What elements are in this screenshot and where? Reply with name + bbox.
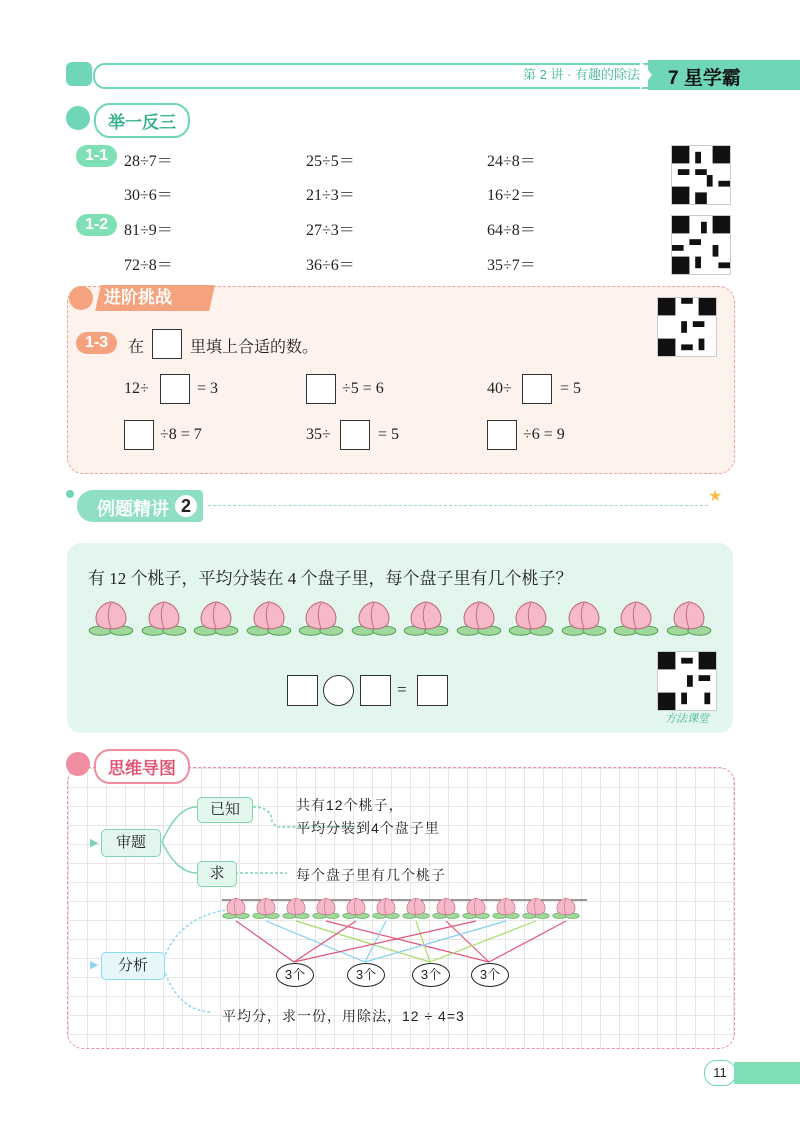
small-peach-icon: [462, 896, 490, 925]
known-text-2: 平均分装到4个盘子里: [296, 820, 440, 836]
blank-square[interactable]: [417, 675, 448, 706]
group-oval: 3个: [471, 963, 509, 987]
equation: 24÷8＝: [487, 153, 536, 170]
star-icon: ★: [708, 488, 723, 505]
lesson-title: 第 2 讲 · 有趣的除法: [522, 67, 640, 82]
equation: 72÷8＝: [124, 257, 173, 274]
answer-box[interactable]: [306, 374, 336, 404]
conclusion-text: 平均分，求一份，用除法，12 ÷ 4=3: [222, 1008, 465, 1024]
qr-code-icon[interactable]: [671, 215, 731, 275]
challenge-title-label: 进阶挑战: [104, 288, 172, 307]
known-text-1: 共有12个桃子，: [296, 797, 404, 813]
equation: 81÷9＝: [124, 222, 173, 239]
peach-icon: [456, 598, 502, 643]
title-dash-line: [208, 505, 708, 506]
equation: 64÷8＝: [487, 222, 536, 239]
prompt-before: 在: [128, 339, 145, 356]
small-peach-row: [222, 896, 592, 922]
equals-sign: =: [397, 680, 407, 699]
item-prefix: 40÷: [487, 380, 512, 397]
equation: 28÷7＝: [124, 153, 173, 170]
qr-caption: 方法课堂: [665, 713, 709, 725]
example-title-label: 例题精讲: [97, 499, 169, 519]
small-peach-icon: [432, 896, 460, 925]
equation: 30÷6＝: [124, 187, 173, 204]
item-prefix: 35÷: [306, 426, 331, 443]
item-suffix: = 3: [197, 380, 219, 397]
mapping-arrow: [236, 921, 294, 962]
equation: 21÷3＝: [306, 187, 355, 204]
brand-chevron: [640, 60, 652, 90]
equation: 36÷6＝: [306, 257, 355, 274]
small-peach-icon: [252, 896, 280, 925]
peach-icon: [403, 598, 449, 643]
tag-1-3: 1-3: [76, 332, 117, 354]
practice-title: 举一反三: [94, 103, 190, 138]
item-suffix: ÷6 = 9: [523, 426, 565, 443]
blank-square[interactable]: [360, 675, 391, 706]
item-suffix: ÷5 = 6: [342, 380, 384, 397]
peach-icon: [141, 598, 187, 643]
item-suffix: = 5: [560, 380, 582, 397]
pencil-icon: [66, 106, 90, 130]
item-suffix: = 5: [378, 426, 400, 443]
example-title: [77, 490, 203, 522]
qr-code-icon[interactable]: [657, 297, 717, 357]
dot-deco: [66, 490, 74, 498]
example-number: 2: [175, 495, 197, 517]
group-oval: 3个: [412, 963, 450, 987]
small-peach-icon: [282, 896, 310, 925]
answer-box[interactable]: [340, 420, 370, 450]
group-oval: 3个: [347, 963, 385, 987]
small-peach-icon: [312, 896, 340, 925]
peach-icon: [666, 598, 712, 643]
peach-icon: [613, 598, 659, 643]
small-peach-icon: [522, 896, 550, 925]
bullet-arrow-icon: ▶: [90, 959, 99, 971]
qr-code-icon[interactable]: [657, 651, 717, 711]
ask-text: 每个盘子里有几个桃子: [296, 867, 446, 883]
footer-tab: [734, 1062, 800, 1084]
challenge-title: [95, 285, 215, 311]
item-suffix: ÷8 = 7: [160, 426, 202, 443]
mapping-arrow: [489, 921, 566, 962]
brand-label: 7 星学霸: [668, 68, 741, 89]
item-prefix: 12÷: [124, 380, 149, 397]
answer-box[interactable]: [160, 374, 190, 404]
challenge-icon: [69, 286, 93, 310]
node-analysis: 分析: [101, 952, 165, 980]
peach-icon: [561, 598, 607, 643]
tag-1-1: 1-1: [76, 145, 117, 167]
mapping-arrow: [416, 921, 430, 962]
small-peach-icon: [342, 896, 370, 925]
small-peach-icon: [372, 896, 400, 925]
peach-icon: [246, 598, 292, 643]
answer-box[interactable]: [487, 420, 517, 450]
peach-icon: [193, 598, 239, 643]
qr-code-icon[interactable]: [671, 145, 731, 205]
node-ask: 求: [197, 861, 237, 887]
example-question: 有 12 个桃子，平均分装在 4 个盘子里，每个盘子里有几个桃子？: [88, 569, 573, 588]
prompt-after: 里填上合适的数。: [190, 339, 319, 356]
answer-box-sample: [152, 329, 182, 359]
peach-icon: [508, 598, 554, 643]
equation: 25÷5＝: [306, 153, 355, 170]
group-oval: 3个: [276, 963, 314, 987]
peach-icon: [351, 598, 397, 643]
small-peach-icon: [492, 896, 520, 925]
answer-box[interactable]: [522, 374, 552, 404]
answer-box[interactable]: [124, 420, 154, 450]
mapping-arrow: [294, 921, 356, 962]
book-logo-icon: [66, 62, 92, 86]
brand-tab: [648, 60, 800, 90]
blank-square[interactable]: [287, 675, 318, 706]
small-peach-icon: [402, 896, 430, 925]
small-peach-icon: [222, 896, 250, 925]
blank-circle[interactable]: [323, 675, 354, 706]
page-number: 11: [704, 1060, 736, 1086]
peach-icon: [88, 598, 134, 643]
node-review: 审题: [101, 829, 161, 857]
node-known: 已知: [197, 797, 253, 823]
equation: 16÷2＝: [487, 187, 536, 204]
mindmap-title: 思维导图: [94, 749, 190, 784]
equation: 27÷3＝: [306, 222, 355, 239]
peach-row: [88, 598, 718, 640]
equation: 35÷7＝: [487, 257, 536, 274]
bullet-arrow-icon: ▶: [90, 837, 99, 849]
small-peach-icon: [552, 896, 580, 925]
peach-icon: [298, 598, 344, 643]
tag-1-2: 1-2: [76, 214, 117, 236]
